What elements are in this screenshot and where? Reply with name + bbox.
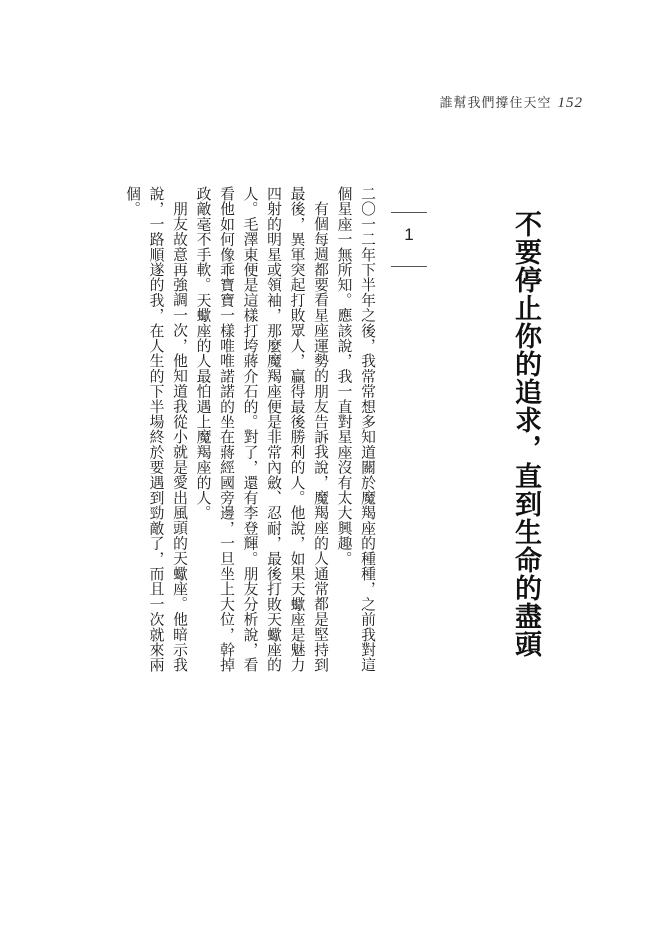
- chapter-number-block: [391, 212, 427, 267]
- paragraph-2: 有個每週都要看星座運勢的朋友告訴我說，魔羯座的人通常都是堅持到最後，異軍突起打敗眾人，贏得最後勝利的人。他說，如果天蠍座是魅力四射的明星或領袖，那麼魔羯座便是非常內斂、忍耐，最後打敗天蠍座的人。毛澤東便是這樣打垮蔣介石的。對了，還有李登輝。朋友分析說，看看他如何像乖寶寶一樣唯唯諾諾的坐在蔣經國旁邊，一旦坐上大位，幹掉政敵毫不手軟。天蠍座的人最怕遇上魔羯座的人。: [194, 186, 329, 673]
- running-head-title: 誰幫我們撐住天空: [439, 96, 552, 111]
- chapter-rule-top: [391, 212, 427, 213]
- body-text: [121, 186, 380, 686]
- chapter-rule-bottom: [391, 266, 427, 267]
- chapter-number: 1: [404, 225, 414, 244]
- page-number: 152: [557, 95, 583, 111]
- chapter-title: 不要停止你的追求，直到生命的盡頭: [510, 210, 541, 658]
- paragraph-3: 朋友故意再強調一次，他知道我從小就是愛出風頭的天蠍座。他暗示我說，一路順遂的我，在人生的下半場終於要遇到勁敵了，而且一次就來兩個。: [124, 186, 188, 673]
- running-head: [439, 92, 583, 112]
- paragraph-1: 二〇一二年下半年之後，我常常想多知道關於魔羯座的種種，之前我對這個星座一無所知。應該說，我一直對星座沒有太大興趣。: [335, 186, 376, 673]
